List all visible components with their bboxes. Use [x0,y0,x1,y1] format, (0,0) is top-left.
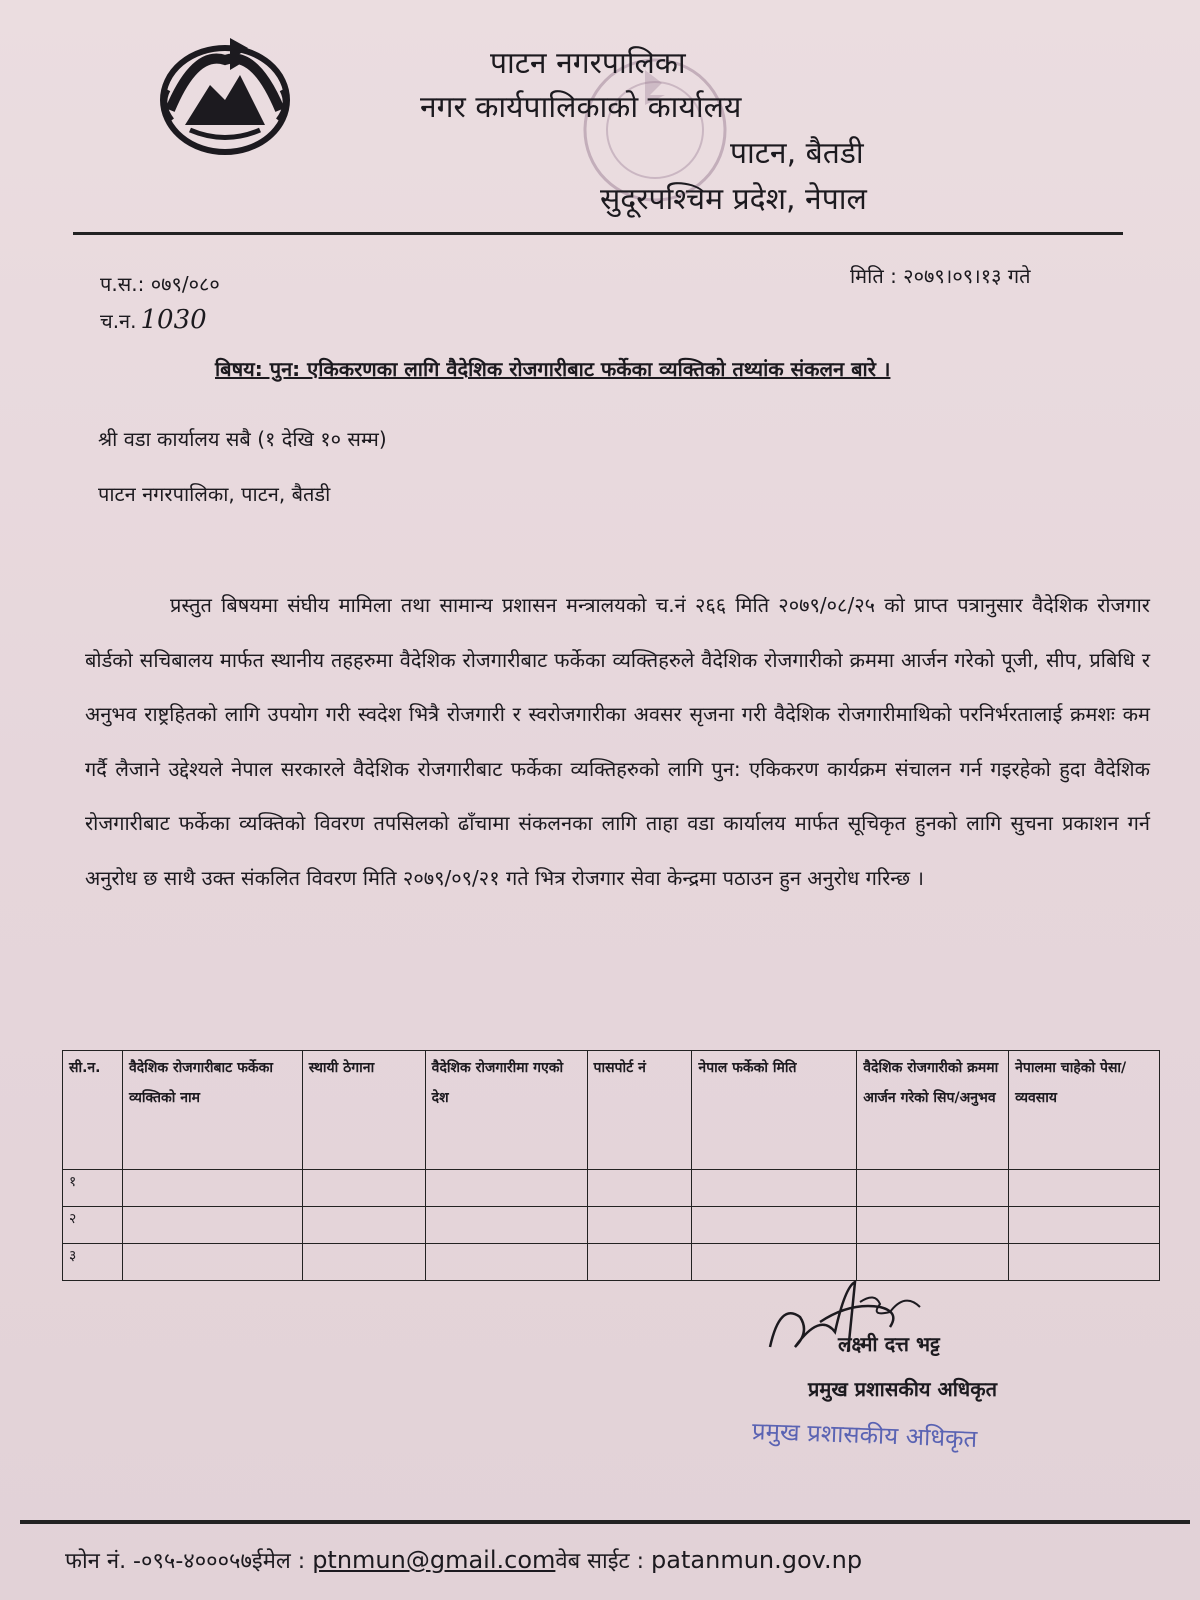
province-country: सुदूरपश्चिम प्रदेश, नेपाल [600,182,867,217]
footer-phone: फोन नं. -०९५-४०००५७ [65,1549,252,1574]
table-cell [692,1170,857,1207]
table-header: नेपालमा चाहेको पेसा/व्यवसाय [1009,1051,1160,1170]
table-header: पासपोर्ट नं [587,1051,692,1170]
table-header-row [63,1051,1160,1170]
table-cell [857,1170,1009,1207]
footer-email-label: ईमेल : [251,1549,306,1574]
row-number: ३ [63,1244,123,1281]
table-cell [587,1207,692,1244]
fiscal-year-ref: प.स.: ०७९/०८० [100,272,220,296]
returnee-data-form-table [62,1050,1160,1281]
table-row [63,1244,1160,1281]
footer-email: ptnmun@gmail.com [312,1546,556,1574]
office-name: नगर कार्यपालिकाको कार्यालय [420,90,742,125]
table-cell [425,1170,587,1207]
table-header: सी.न. [63,1051,123,1170]
table-cell [122,1244,302,1281]
footer-contact [65,1545,862,1575]
handwritten-signature-icon [760,1272,940,1372]
footer-web-label: वेब साईट : [555,1549,645,1574]
office-location: पाटन, बैतडी [730,136,864,171]
table-row [63,1170,1160,1207]
table-cell [302,1244,425,1281]
letter-body: प्रस्तुत बिषयमा संघीय मामिला तथा सामान्य प्रशासन मन्त्रालयको च.नं २६६ मिति २०७९/०८/२५ को प्राप्त पत्रानुसार वैदेशिक रोजगार बोर्डको सचिबालय मार्फत स्थानीय तहहरुमा वैदेशिक रोजगारीबाट फर्केका व्यक्तिहरुले वैदेशिक रोजगारीको क्रममा आर्जन गरेको पूजी, सीप, प्रबिधि र अनुभव राष्ट्रहितको लागि उपयोग गरी स्वदेश भित्रै रोजगारी र स्वरोजगारीका अवसर सृजना गरी वैदेशिक रोजगारीमाथिको परनिर्भरतालाई क्रमशः कम गर्दै लैजाने उद्देश्यले नेपाल सरकारले वैदेशिक रोजगारीबाट फर्केका व्यक्तिहरुको लागि पुन: एकिकरण कार्यक्रम संचालन गर्न गइरहेको हुदा वैदेशिक रोजगारीबाट फर्केका व्यक्तिको विवरण तपसिलको ढाँचामा संकलनका लागि ताहा वडा कार्यालय मार्फत सूचिकृत हुनको लागि सुचना प्रकाशन गर्न अनुरोध छ साथै उक्त संकलित विवरण मिति २०७९/०९/२१ गते भित्र रोजगार सेवा केन्द्रमा पठाउन हुन अनुरोध गरिन्छ । [85,593,1150,890]
dispatch-number [100,305,207,335]
table-cell [1009,1207,1160,1244]
table-header: स्थायी ठेगाना [302,1051,425,1170]
table-cell [302,1207,425,1244]
signatory-title: प्रमुख प्रशासकीय अधिकृत [808,1377,997,1401]
recipient-line-1: श्री वडा कार्यालय सबै (१ देखि १० सम्म) [98,427,387,451]
table-header: वैदेशिक रोजगारीबाट फर्केका व्यक्तिको नाम [122,1051,302,1170]
table-cell [302,1170,425,1207]
dispatch-number-value: 1030 [140,305,207,335]
municipality-name: पाटन नगरपालिका [490,46,686,81]
recipient-line-2: पाटन नगरपालिका, पाटन, बैतडी [98,482,331,506]
table-cell [587,1244,692,1281]
table-cell [1009,1170,1160,1207]
table-cell [122,1207,302,1244]
letter-date: मिति : २०७९।०९।१३ गते [850,264,1031,288]
signatory-name: लक्ष्मी दत्त भट्ट [838,1332,940,1356]
designation-stamp: प्रमुख प्रशासकीय अधिकृत [751,1417,978,1453]
table-header: वैदेशिक रोजगारीमा गएको देश [425,1051,587,1170]
row-number: २ [63,1207,123,1244]
row-number: १ [63,1170,123,1207]
table-header: नेपाल फर्केको मिति [692,1051,857,1170]
table-cell [425,1244,587,1281]
table-cell [122,1170,302,1207]
table-cell [425,1207,587,1244]
table-header: वैदेशिक रोजगारीको क्रममा आर्जन गरेको सिप/अनुभव [857,1051,1009,1170]
footer-divider [20,1520,1190,1524]
header-divider [73,232,1123,235]
footer-website: patanmun.gov.np [651,1546,863,1574]
nepal-government-emblem-icon [150,30,300,160]
table-cell [692,1207,857,1244]
table-cell [857,1207,1009,1244]
letter-subject: बिषय: पुन: एकिकरणका लागि वैदेशिक रोजगारीबाट फर्केका व्यक्तिको तथ्यांक संकलन बारे । [215,357,891,381]
table-row [63,1207,1160,1244]
table-cell [1009,1244,1160,1281]
table-cell [587,1170,692,1207]
dispatch-label: च.न. [100,309,137,333]
